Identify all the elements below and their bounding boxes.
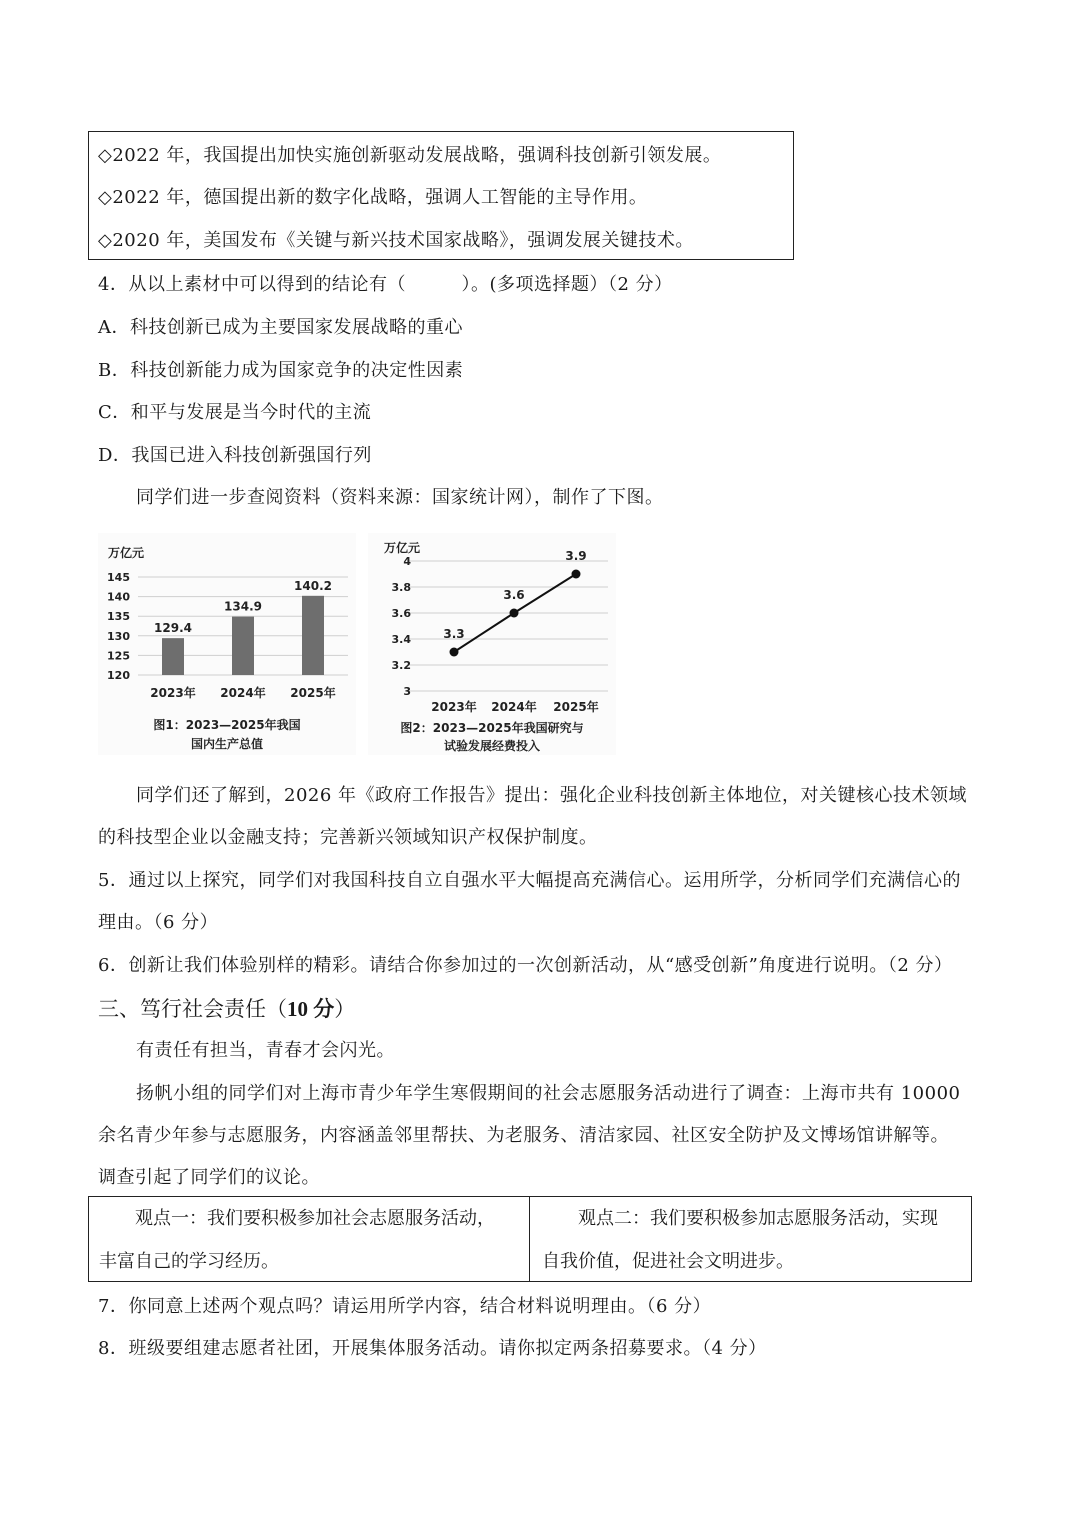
chart-caption: 图2：2023—2025年我国研究与 (400, 721, 584, 735)
y-tick-label: 135 (107, 610, 130, 624)
y-tick-label: 3 (403, 685, 411, 698)
y-tick-label: 4 (403, 555, 411, 568)
option-a: A．科技创新已成为主要国家发展战略的重心 (98, 317, 463, 338)
option-b: B．科技创新能力成为国家竞争的决定性因素 (98, 360, 464, 381)
point-value-label: 3.9 (565, 549, 587, 563)
chart-caption: 试验发展经费投入 (443, 739, 541, 753)
chart-caption: 图1：2023—2025年我国 (153, 718, 301, 732)
viewpoint-two (530, 1197, 971, 1281)
y-tick-label: 3.2 (391, 659, 411, 672)
viewpoint-two-line: 观点二：我们要积极参加志愿服务活动，实现 (542, 1208, 938, 1229)
y-tick-label: 120 (107, 669, 130, 682)
y-tick-label: 125 (107, 649, 130, 663)
gdp-bar-chart (98, 533, 356, 755)
y-tick-label: 145 (107, 571, 130, 584)
section-3-score: 10 分 (287, 997, 335, 1021)
data-point (572, 570, 581, 579)
charts-intro: 同学们进一步查阅资料（资料来源：国家统计网），制作了下图。 (136, 487, 664, 508)
rd-line-chart (368, 533, 616, 755)
x-tick-label: 2024年 (220, 686, 266, 700)
x-tick-label: 2023年 (150, 686, 196, 700)
bar (162, 638, 184, 675)
y-tick-label: 130 (107, 629, 130, 643)
report-paragraph-line: 的科技型企业以金融支持；完善新兴领域知识产权保护制度。 (98, 827, 598, 848)
data-point (510, 609, 519, 618)
x-tick-label: 2024年 (491, 700, 537, 714)
x-tick-label: 2025年 (290, 686, 336, 700)
question-4-stem: 4．从以上素材中可以得到的结论有（ ）。(多项选择题）（2 分） (98, 274, 673, 295)
bar (232, 617, 254, 675)
bar-value-label: 129.4 (154, 621, 192, 636)
point-value-label: 3.3 (443, 627, 465, 641)
chart-caption: 国内生产总值 (190, 737, 264, 751)
question-5: 5．通过以上探究，同学们对我国科技自立自强水平大幅提高充满信心。运用所学，分析同学们充满信心的 (98, 870, 961, 891)
survey-paragraph-line: 余名青少年参与志愿服务，内容涵盖邻里帮扶、为老服务、清洁家园、社区安全防护及文博场馆讲解等。 (98, 1125, 949, 1146)
y-axis-unit-label: 万亿元 (384, 541, 421, 555)
bar-value-label: 134.9 (224, 599, 262, 614)
rd-line-chart-svg (368, 533, 616, 755)
gdp-bar-chart-svg (98, 533, 356, 755)
material-line: ◇2022 年，德国提出新的数字化战略，强调人工智能的主导作用。 (98, 187, 648, 208)
report-paragraph-line: 同学们还了解到，2026 年《政府工作报告》提出：强化企业科技创新主体地位，对关键核心技术领域 (136, 785, 968, 806)
material-line: ◇2022 年，我国提出加快实施创新驱动发展战略，强调科技创新引领发展。 (98, 145, 722, 166)
data-point (450, 648, 459, 657)
section-3-close: ） (334, 997, 356, 1021)
x-tick-label: 2025年 (553, 700, 599, 714)
survey-paragraph-line: 调查引起了同学们的议论。 (98, 1167, 320, 1188)
question-5-cont: 理由。（6 分） (98, 912, 219, 933)
y-tick-label: 140 (107, 590, 130, 604)
question-7: 7．你同意上述两个观点吗？请运用所学内容，结合材料说明理由。（6 分） (98, 1296, 712, 1317)
y-tick-label: 3.6 (391, 607, 411, 620)
point-value-label: 3.6 (503, 588, 525, 602)
option-c: C．和平与发展是当今时代的主流 (98, 402, 372, 423)
bar (302, 596, 324, 675)
section-3-label: 三、笃行社会责任（ (98, 997, 287, 1021)
viewpoints-table (88, 1196, 972, 1282)
viewpoint-one-line: 丰富自己的学习经历。 (99, 1251, 279, 1272)
survey-paragraph-line: 扬帆小组的同学们对上海市青少年学生寒假期间的社会志愿服务活动进行了调查：上海市共有 10000 (136, 1083, 961, 1104)
section-3-title (98, 995, 355, 1023)
viewpoint-one-line: 观点一：我们要积极参加社会志愿服务活动， (99, 1208, 495, 1229)
x-tick-label: 2023年 (431, 700, 477, 714)
y-tick-label: 3.4 (391, 633, 411, 646)
option-d: D．我国已进入科技创新强国行列 (98, 445, 372, 466)
question-8: 8．班级要组建志愿者社团，开展集体服务活动。请你拟定两条招募要求。（4 分） (98, 1338, 767, 1359)
material-line: ◇2020 年，美国发布《关键与新兴技术国家战略》，强调发展关键技术。 (98, 230, 694, 251)
viewpoint-two-line: 自我价值，促进社会文明进步。 (542, 1251, 794, 1272)
y-axis-unit-label: 万亿元 (108, 546, 145, 560)
motto: 有责任有担当，青春才会闪光。 (136, 1040, 395, 1061)
question-6: 6．创新让我们体验别样的精彩。请结合你参加过的一次创新活动，从“感受创新”角度进行说明。（2 分） (98, 955, 953, 976)
viewpoint-one (89, 1197, 530, 1281)
bar-value-label: 140.2 (294, 578, 332, 593)
y-tick-label: 3.8 (391, 581, 411, 594)
